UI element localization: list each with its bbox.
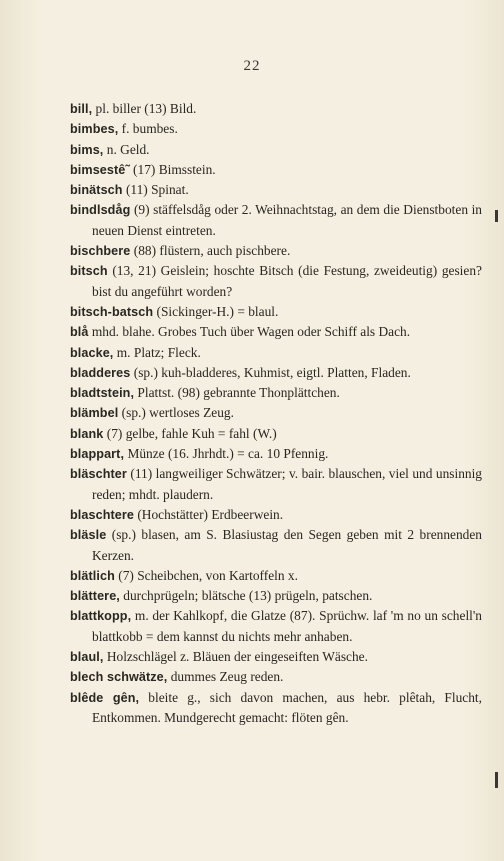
dictionary-entry (70, 688, 482, 729)
entry-headword: bladderes (70, 365, 131, 380)
entry-definition: dummes Zeug reden. (167, 669, 284, 685)
entry-headword: bitsch (70, 264, 108, 279)
entry-headword: blämbel (70, 406, 119, 421)
entry-definition: (17) Bimsstein. (129, 161, 216, 177)
entry-definition: (7) gelbe, fahle Kuh = fahl (W.) (103, 425, 277, 441)
entry-headword: blattkopp, (70, 609, 132, 624)
entry-definition: (7) Scheibchen, von Kartoffeln x. (114, 567, 298, 583)
entry-definition: (13, 21) Geislein; hoschte Bitsch (die Festung, zweideutig) gesien? bist du angeführt worden? (92, 263, 482, 299)
dictionary-entry (70, 363, 482, 383)
dictionary-entry (70, 140, 482, 160)
entry-definition: pl. biller (13) Bild. (92, 101, 197, 116)
entry-headword: blêde gên, (70, 690, 140, 705)
entry-headword: bimsestê˜ (70, 162, 130, 177)
entry-headword: blå (70, 325, 89, 340)
entry-headword: binätsch (70, 183, 123, 198)
dictionary-entry (70, 647, 482, 667)
entry-definition: Holzschlägel z. Bläuen der eingeseiften Wäsche. (103, 649, 368, 665)
dictionary-entry (70, 99, 482, 119)
dictionary-entry (70, 160, 482, 180)
entry-definition: n. Geld. (103, 141, 150, 157)
entry-headword: bläschter (70, 467, 127, 482)
dictionary-entry (70, 505, 482, 525)
entry-headword: blank (70, 426, 104, 441)
entry-definition: (11) Spinat. (122, 182, 189, 198)
dictionary-entry (70, 444, 482, 464)
entry-definition: (sp.) blasen, am S. Blasiustag den Segen geben mit 2 brennenden Kerzen. (92, 527, 482, 563)
entry-definition: Münze (16. Jhrhdt.) = ca. 10 Pfennig. (124, 446, 329, 462)
dictionary-entry (70, 464, 482, 505)
entry-headword: blech schwätze, (70, 670, 168, 685)
entry-headword: blacke, (70, 345, 114, 360)
dictionary-entry (70, 261, 482, 302)
dictionary-entry (70, 241, 482, 261)
page-edge-mark (495, 210, 498, 222)
dictionary-entry (70, 525, 482, 566)
dictionary-entry (70, 180, 482, 200)
dictionary-entry (70, 586, 482, 606)
dictionary-entry (70, 566, 482, 586)
entry-definition: (sp.) wertloses Zeug. (118, 405, 234, 421)
entry-headword: blaschtere (70, 507, 134, 522)
entry-definition: (sp.) kuh-bladderes, Kuhmist, eigtl. Platten, Fladen. (130, 364, 411, 380)
entry-headword: blappart, (70, 447, 125, 462)
entry-headword: bitsch-batsch (70, 304, 154, 319)
entry-headword: bindlsdåg (70, 203, 131, 218)
dictionary-entry (70, 322, 482, 342)
entry-headword: blättere, (70, 589, 120, 604)
dictionary-entries (70, 99, 482, 728)
entry-definition: (Hochstätter) Erdbeerwein. (134, 506, 284, 522)
entry-headword: bladtstein, (70, 386, 135, 401)
entry-definition: mhd. blahe. Grobes Tuch über Wagen oder Schiff als Dach. (88, 324, 411, 340)
entry-definition: Plattst. (98) gebrannte Thonplättchen. (134, 385, 340, 401)
dictionary-entry (70, 302, 482, 322)
entry-definition: m. der Kahlkopf, die Glatze (87). Sprüchw. laf 'm no un schell'n blattkobb = dem kannst du nichts mehr anhaben. (92, 608, 482, 644)
entry-headword: bill, (70, 102, 93, 116)
entry-definition: (11) langweiliger Schwätzer; v. bair. blauschen, viel und unsinnig reden; mhdt. plaudern. (92, 466, 482, 502)
dictionary-entry (70, 200, 482, 241)
entry-headword: bischbere (70, 244, 131, 259)
dictionary-entry (70, 383, 482, 403)
dictionary-entry (70, 403, 482, 423)
entry-definition: (Sickinger-H.) = blaul. (153, 303, 279, 319)
entry-headword: blätlich (70, 568, 115, 583)
entry-headword: bimbes, (70, 122, 119, 137)
dictionary-entry (70, 606, 482, 647)
entry-definition: (88) flüstern, auch pischbere. (130, 243, 291, 259)
page-edge-mark (495, 772, 498, 788)
entry-definition: durchprügeln; blätsche (13) prügeln, patschen. (119, 588, 373, 604)
entry-definition: (9) stäffelsdåg oder 2. Weihnachtstag, an dem die Dienstboten in neuen Dienst eintreten. (92, 202, 482, 238)
entry-definition: bleite g., sich davon machen, aus hebr. plêtah, Flucht, Entkommen. Mundgerecht gemacht: flöten gên. (92, 689, 482, 725)
entry-headword: blaul, (70, 650, 104, 665)
entry-definition: m. Platz; Fleck. (113, 344, 201, 360)
entry-definition: f. bumbes. (118, 121, 178, 137)
entry-headword: bims, (70, 142, 104, 157)
entry-headword: bläsle (70, 528, 107, 543)
dictionary-entry (70, 424, 482, 444)
dictionary-entry (70, 343, 482, 363)
dictionary-entry (70, 667, 482, 687)
dictionary-entry (70, 119, 482, 139)
page-number: 22 (243, 58, 261, 74)
